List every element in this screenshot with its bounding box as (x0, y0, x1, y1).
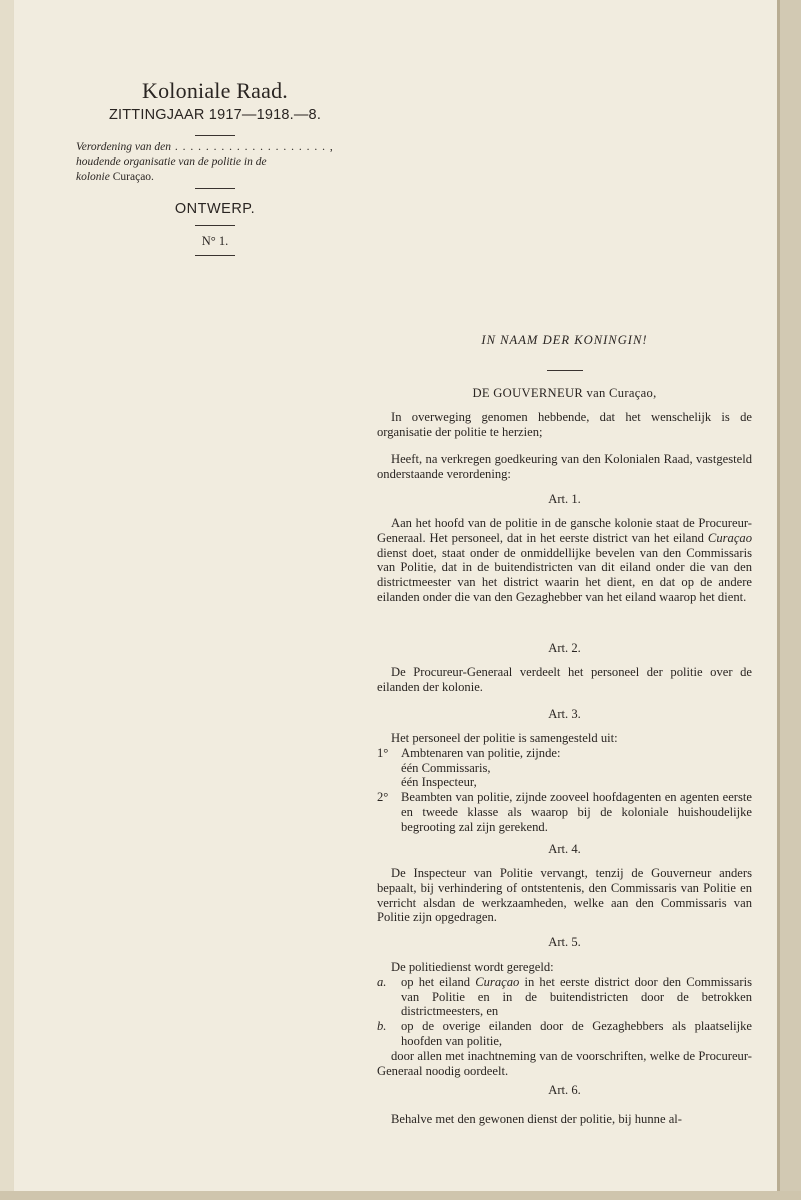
divider (195, 255, 235, 256)
article-1-text (377, 516, 752, 605)
article-4-text: De Inspecteur van Politie vervangt, tenzij de Gouverneur anders bepaalt, bij verhindering of ontstentenis, den Commissaris van Politie en verricht alsdan de werkzaamheden, welke aan den Commissaris van Politie zijn opgedragen. (377, 866, 752, 925)
draft-status: ONTWERP. (174, 201, 256, 217)
list-item (377, 746, 752, 761)
list-marker: b. (377, 1019, 387, 1034)
divider (195, 188, 235, 189)
preamble-enacted: Heeft, na verkregen goedkeuring van den Kolonialen Raad, vastgesteld onderstaande verordening: (377, 452, 752, 481)
article-3-item-1: Ambtenaren van politie, zijnde: (401, 745, 561, 760)
article-1-text-italic: Curaçao (707, 530, 752, 545)
list-marker: 2° (377, 790, 389, 805)
council-title: Koloniale Raad. (142, 78, 288, 103)
article-6-heading: Art. 6. (548, 1083, 581, 1097)
article-6-text: Behalve met den gewonen dienst der politie, bij hunne al- (391, 1112, 682, 1126)
page-left-margin (0, 0, 14, 1200)
article-3-intro: Het personeel der politie is samengesteld uit: (391, 731, 618, 745)
article-3-sub-1: één Commissaris, (401, 760, 491, 775)
article-5-item-a-post: in het eerste district door den Commissaris van Politie en in de buitendistricten door de betrokken districtmeesters, en (401, 974, 752, 1019)
preamble-considering: In overweging genomen hebbende, dat het wenschelijk is de organisatie der politie te herzien; (377, 410, 752, 439)
subtitle-line-1: Verordening van den (76, 141, 171, 153)
document-header (70, 78, 360, 136)
list-item (377, 1019, 752, 1049)
subtitle-line-3-italic: kolonie (76, 171, 110, 183)
article-3-heading: Art. 3. (548, 707, 581, 721)
article-3-sub-2: één Inspecteur, (401, 775, 477, 790)
divider (547, 370, 583, 371)
invocation: IN NAAM DER KONINGIN! (481, 333, 648, 347)
article-5-content (377, 960, 752, 1078)
list-item (377, 790, 752, 834)
subtitle-line-3: Curaçao. (112, 171, 154, 183)
divider (195, 225, 235, 226)
article-5-item-a-italic: Curaçao (475, 974, 520, 989)
governor-line: DE GOUVERNEUR van Curaçao, (472, 386, 657, 400)
list-marker: a. (377, 974, 387, 989)
page-edge-bottom (0, 1191, 801, 1200)
article-1-heading: Art. 1. (548, 492, 581, 506)
article-2-text: De Procureur-Generaal verdeelt het personeel der politie over de eilanden der kolonie. (377, 665, 752, 694)
article-2-heading: Art. 2. (548, 641, 581, 655)
article-3-item-2: Beambten van politie, zijnde zooveel hoofdagenten en agenten eerste en tweede klasse als waarop bij de koloniale huishoudelijke begrooting zal zijn gerekend. (401, 790, 752, 834)
page-edge-right (777, 0, 801, 1200)
status-block (70, 188, 360, 256)
article-5-heading: Art. 5. (548, 935, 581, 949)
article-5-item-a-pre: op het eiland (401, 974, 476, 989)
session-year: ZITTINGJAAR 1917—1918.—8. (108, 107, 322, 123)
list-marker: 1° (377, 745, 389, 760)
ordinance-subtitle: Verordening van den . . . . . . . . . . . . . . . . . . . . , houdende organisatie van de politie in de kolonie Curaçao. (76, 141, 334, 183)
subtitle-line-2: houdende organisatie van de politie in de (76, 156, 267, 168)
article-1-text-b: dienst doet, staat onder de onmiddellijke bevelen van den Commissaris van Politie, dat in de buitendistricten van dit eiland onder die van den districtmeester van het district waarin het dient, en dat op de andere eilanden onder die van den Gezaghebber van het eiland waarop het dient. (377, 545, 752, 604)
article-5-closing: door allen met inachtneming van de voorschriften, welke de Procureur-Generaal noodig oordeelt. (377, 1048, 752, 1078)
article-4-heading: Art. 4. (548, 842, 581, 856)
divider (195, 135, 235, 136)
article-5-item-b: op de overige eilanden door de Gezaghebbers als plaatselijke hoofden van politie, (401, 1019, 752, 1048)
article-3-content (377, 731, 752, 835)
article-1-text-a: Aan het hoofd van de politie in de gansche kolonie staat de Procureur-Generaal. Het personeel, dat in het eerste district van het eiland (377, 516, 752, 545)
list-item (377, 975, 752, 1019)
draft-number: N° 1. (201, 234, 229, 248)
article-5-intro: De politiedienst wordt geregeld: (391, 960, 554, 974)
